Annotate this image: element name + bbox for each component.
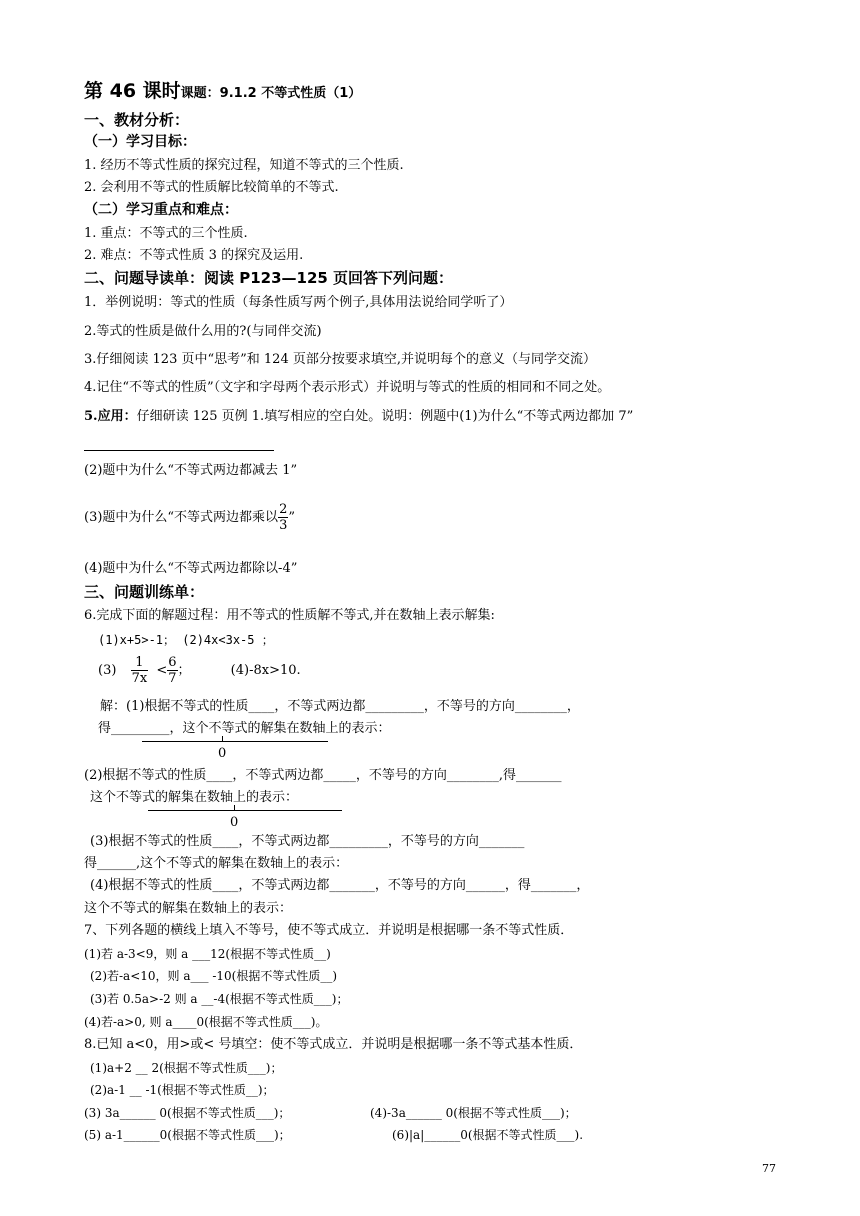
question-5-4: (4)题中为什么“不等式两边都除以-4” [84, 561, 298, 576]
question-8: 8.已知 a<0，用>或< 号填空：使不等式成立．并说明是根据哪一条不等式基本性质． [84, 1037, 583, 1052]
question-5 [84, 409, 633, 425]
fraction-six-sevenths [167, 655, 177, 686]
question-8-item-2: (2)a-1 __ -1(根据不等式性质__)； [90, 1083, 275, 1097]
question-1: 1．举例说明：等式的性质（每条性质写两个例子,具体用法说给同学听了） [84, 295, 513, 310]
number-line-zero: 0 [218, 746, 227, 761]
solution-4-line-a: (4)根据不等式的性质____，不等式两边都_______，不等号的方向______，得_______， [90, 878, 590, 893]
number-line-tick [234, 805, 235, 810]
solution-3-line-a: (3)根据不等式的性质____，不等式两边都_________，不等号的方向_______ [90, 834, 525, 849]
question-5-text: 仔细研读 125 页例 1.填写相应的空白处。说明：例题中(1)为什么“不等式两边都加 7” [136, 409, 634, 424]
fraction-one-over-7x [131, 655, 149, 686]
question-8-item-3: (3) 3a______ 0(根据不等式性质___)； [84, 1106, 291, 1120]
key-point-2: 2. 难点：不等式性质 3 的探究及运用. [84, 248, 304, 263]
question-6-items-1-2: (1)x+5>-1； (2)4x<3x-5 ； [98, 633, 274, 647]
key-point-1: 1. 重点：不等式的三个性质. [84, 226, 248, 241]
number-line-zero: 0 [230, 815, 239, 830]
question-7-item-4: (4)若-a>0, 则 a____0(根据不等式性质___)。 [84, 1015, 328, 1029]
page-title [84, 80, 361, 105]
item-3-tail: ； [177, 663, 191, 678]
section-1-heading: 一、教材分析： [84, 111, 190, 129]
question-6: 6.完成下面的解题过程：用不等式的性质解不等式,并在数轴上表示解集: [84, 608, 495, 623]
question-5-3-close: ” [288, 510, 295, 525]
solution-2-line-b: 这个不等式的解集在数轴上的表示： [90, 790, 299, 805]
goal-item-2: 2. 会利用不等式的性质解比较简单的不等式. [84, 180, 339, 195]
question-4: 4.记住“不等式的性质”（文字和字母两个表示形式）并说明与等式的性质的相同和不同之处。 [84, 380, 611, 395]
lesson-number: 第 46 课时 [84, 80, 181, 102]
number-line-tick [222, 736, 223, 741]
question-8-item-1: (1)a+2 __ 2(根据不等式性质___)； [90, 1061, 283, 1075]
question-7-item-1: (1)若 a-3<9，则 a ___12(根据不等式性质__) [84, 947, 331, 961]
fraction-numerator: 6 [168, 655, 177, 670]
question-7-item-2: (2)若-a<10，则 a___ -10(根据不等式性质__) [90, 969, 338, 983]
question-8-item-4: (4)-3a______ 0(根据不等式性质___)； [370, 1106, 577, 1120]
fraction-denominator: 7 [168, 671, 177, 686]
question-6-items-3-4 [98, 654, 301, 688]
number-line-axis [148, 810, 342, 811]
item-4: (4)-8x>10. [230, 663, 301, 678]
fraction-numerator: 2 [279, 502, 288, 517]
fraction-denominator: 3 [279, 518, 288, 533]
question-3: 3.仔细阅读 123 页中“思考”和 124 页部分按要求填空,并说明每个的意义（与同学交流） [84, 352, 596, 367]
lesson-topic: 课题：9.1.2 不等式性质（1） [180, 86, 362, 101]
less-than-sign: < [156, 663, 168, 678]
solution-1-line-b: 得_________，这个不等式的解集在数轴上的表示： [98, 721, 391, 736]
question-5-2: (2)题中为什么“不等式两边都减去 1” [84, 463, 298, 478]
question-8-item-6: (6)|a|______0(根据不等式性质___). [392, 1128, 584, 1142]
number-line-axis [142, 741, 328, 742]
question-7-item-3: (3)若 0.5a>-2 则 a __-4(根据不等式性质___)； [90, 992, 349, 1006]
learning-goals-heading: （一）学习目标： [84, 134, 196, 150]
question-8-item-5: (5) a-1______0(根据不等式性质___)； [84, 1128, 291, 1142]
answer-blank-line [84, 450, 274, 451]
question-5-3-text: (3)题中为什么“不等式两边都乘以 [84, 510, 279, 525]
fraction-two-thirds [278, 502, 288, 533]
section-2-heading: 二、问题导读单：阅读 P123—125 页回答下列问题： [84, 269, 454, 287]
question-5-3 [84, 500, 295, 536]
fraction-numerator: 1 [135, 655, 144, 670]
page-number: 77 [762, 1162, 776, 1175]
section-3-heading: 三、问题训练单： [84, 583, 205, 601]
solution-4-line-b: 这个不等式的解集在数轴上的表示： [84, 901, 293, 916]
solution-2-line-a: (2)根据不等式的性质____，不等式两边都_____，不等号的方向________,得_______ [84, 768, 562, 783]
question-5-label: 5.应用： [84, 409, 137, 424]
question-7: 7、下列各题的横线上填入不等号，使不等式成立．并说明是根据哪一条不等式性质． [84, 923, 574, 938]
solution-3-line-b: 得______,这个不等式的解集在数轴上的表示： [84, 856, 349, 871]
goal-item-1: 1. 经历不等式性质的探究过程，知道不等式的三个性质. [84, 158, 404, 173]
item-3-label: (3) [98, 663, 117, 678]
question-2: 2.等式的性质是做什么用的?(与同伴交流) [84, 324, 322, 339]
key-points-heading: （二）学习重点和难点： [84, 202, 238, 218]
fraction-denominator: 7x [131, 671, 148, 686]
solution-1-line-a: 解：(1)根据不等式的性质____，不等式两边都_________，不等号的方向________， [100, 699, 580, 714]
